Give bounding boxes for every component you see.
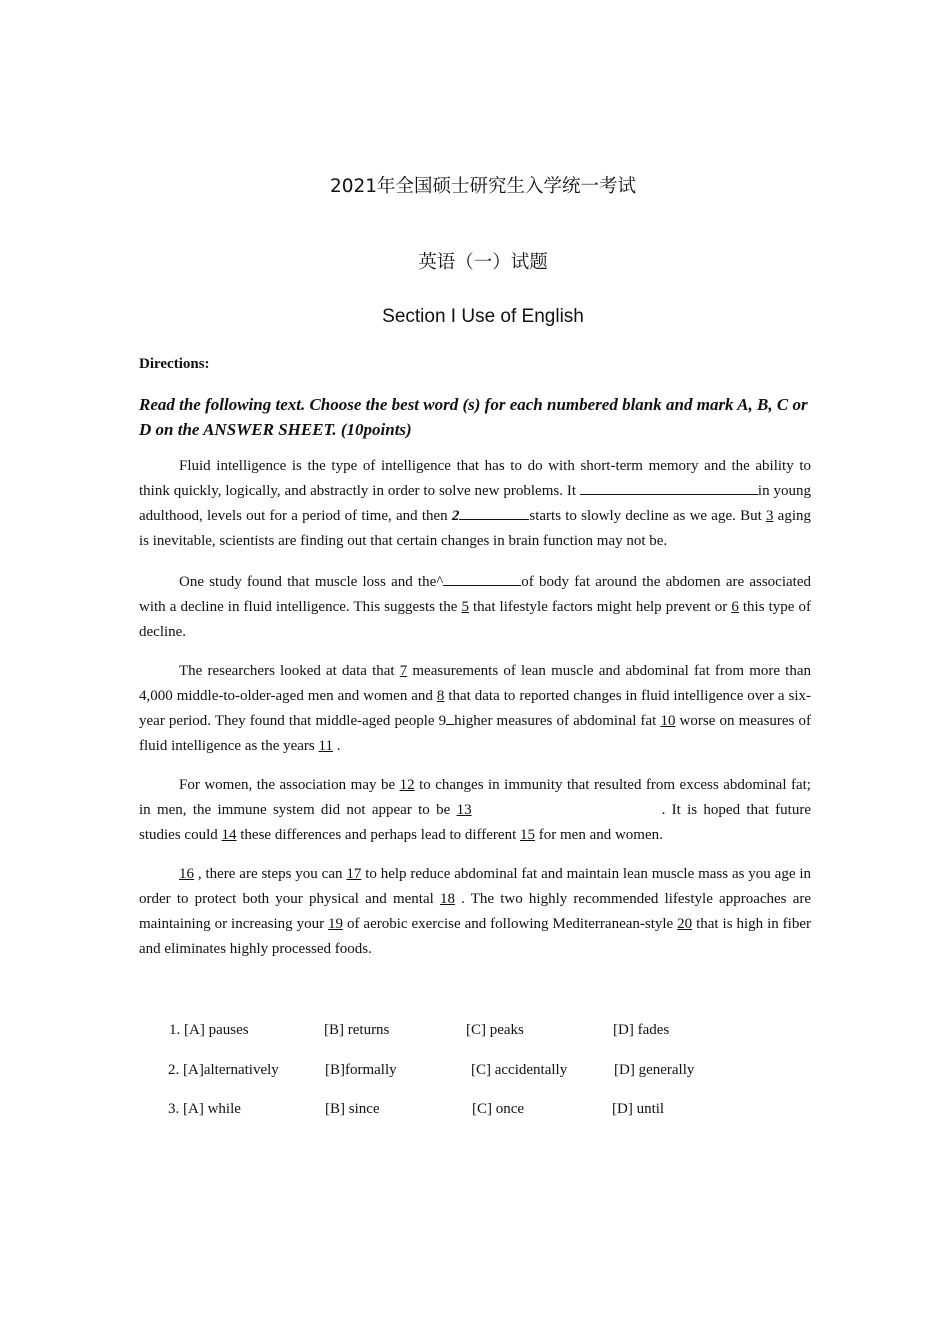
blank-15: 15 (520, 827, 535, 843)
passage-paragraph-3: The researchers looked at data that 7 measurements of lean muscle and abdominal fat from more than 4,000 middle-to-older-aged men and women and 8 that data to reported changes in fluid intelligence over a six-year period. They found that middle-aged people 9 higher measures of abdominal fat 10 worse on measures of fluid intelligence as the years 11 . (139, 663, 812, 754)
option-3d: [D] until (612, 1101, 665, 1117)
option-2b: [B]formally (325, 1062, 397, 1078)
option-2a: 2. [A]alternatively (168, 1062, 279, 1078)
blank-17: 17 (346, 866, 362, 882)
blank-12: 12 (399, 777, 415, 793)
question-options-3 (0, 1101, 950, 1123)
blank-8: 8 (436, 688, 445, 704)
option-1c: [C] peaks (466, 1022, 524, 1038)
option-1a: 1. [A] pauses (169, 1022, 249, 1038)
blank-20: 20 (677, 916, 693, 932)
blank-10: 10 (660, 713, 676, 729)
blank-14: 14 (221, 827, 237, 843)
blank-9 (446, 710, 454, 725)
directions-label: Directions: (139, 356, 210, 372)
directions-text: Read the following text. Choose the best word (s) for each numbered blank and mark A, B, C or D on the ANSWER SHEET. (10points) (139, 395, 808, 439)
section-title: Section I Use of English (382, 306, 584, 327)
blank-6: 6 (731, 599, 739, 615)
blank-4 (443, 571, 521, 586)
blank-2 (459, 505, 529, 520)
option-3a: 3. [A] while (168, 1101, 241, 1117)
option-2d: [D] generally (614, 1062, 695, 1078)
blank-3: 3 (765, 508, 774, 524)
option-2c: [C] accidentally (471, 1062, 568, 1078)
question-options-1 (0, 1022, 950, 1044)
blank-16: 16 (179, 866, 194, 882)
passage-paragraph-4: For women, the association may be 12 to changes in immunity that resulted from excess abdominal fat; in men, the immune system did not appear to be 13 . It is hoped that future studies could 14 these differences and perhaps lead to different 15 for men and women. (139, 777, 811, 843)
passage-paragraph-2: One study found that muscle loss and the^ of body fat around the abdomen are associated with a decline in fluid intelligence. This suggests the 5 that lifestyle factors might help prevent or 6 this type of decline. (139, 570, 811, 645)
option-1d: [D] fades (613, 1022, 670, 1038)
blank-11: 11 (318, 738, 333, 754)
blank-5: 5 (461, 599, 469, 615)
passage-paragraph-5: 16 , there are steps you can 17 to help reduce abdominal fat and maintain lean muscle mass as you age in order to protect both your physical and mental 18 . The two highly recommended lifestyle approaches are maintaining or increasing your 19 of aerobic exercise and following Mediterranean-style 20 that is high in fiber and eliminates highly processed foods. (139, 866, 811, 957)
blank-18: 18 (439, 891, 455, 907)
option-3b: [B] since (325, 1101, 380, 1117)
blank-19: 19 (328, 916, 344, 932)
blank-2-number: 2 (451, 508, 460, 524)
option-1b: [B] returns (324, 1022, 390, 1038)
question-options-2 (0, 1062, 950, 1084)
exam-subtitle: 英语（一）试题 (418, 252, 548, 273)
blank-1 (580, 480, 758, 495)
exam-title: 2021年全国硕士研究生入学统一考试 (329, 176, 637, 197)
passage-paragraph-1: Fluid intelligence is the type of intelligence that has to do with short-term memory and the ability to think quickly, logically, and abstractly in order to solve new problems. It in young adulthood, levels out for a period of time, and then 2 starts to slowly decline as we age. But 3 aging is inevitable, scientists are finding out that certain changes in brain function may not be. (139, 458, 812, 549)
option-3c: [C] once (472, 1101, 525, 1117)
blank-13: 13 (456, 802, 472, 818)
blank-7: 7 (399, 663, 408, 679)
